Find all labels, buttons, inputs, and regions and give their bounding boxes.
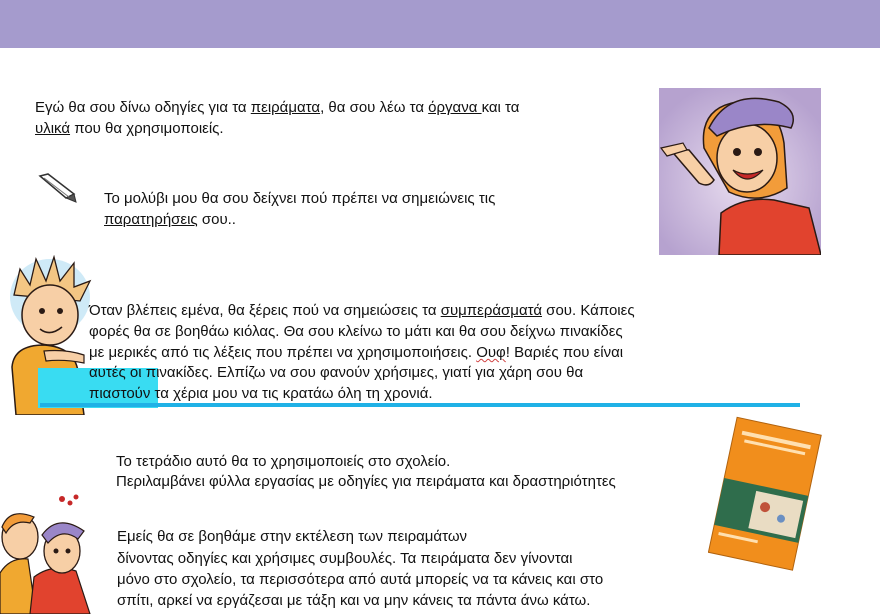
notebook-cover-image — [708, 415, 824, 572]
pencil-icon — [36, 172, 80, 204]
boy-note-line-1: Όταν βλέπεις εμένα, θα ξέρεις πού να σημειώσεις τα συμπεράσματά σου. Κάποιες — [89, 302, 635, 319]
pencil-note-line-2: παρατηρήσεις σου.. — [104, 211, 236, 228]
boy-note-line-5: πιαστούν τα χέρια μου να τις κρατάω όλη τη χρονιά. — [89, 385, 433, 402]
help-note-line-2: δίνοντας οδηγίες και χρήσιμες συμβουλές. Τα πειράματα δεν γίνονται — [117, 550, 573, 567]
help-note-line-1: Εμείς θα σε βοηθάμε στην εκτέλεση των πειραμάτων — [117, 528, 468, 545]
intro-line-1: Εγώ θα σου δίνω οδηγίες για τα πειράματα, θα σου λέω τα όργανα και τα — [35, 99, 520, 116]
help-note-line-4: σπίτι, αρκεί να εργάζεσαι με τάξη και να μην κάνεις τα πάντα άνω κάτω. — [117, 592, 591, 609]
girl-illustration — [659, 88, 821, 255]
boy-note-line-2: φορές θα σε βοηθάω κιόλας. Θα σου κλείνω το μάτι και θα σου δείχνω πινακίδες — [89, 323, 623, 340]
notebook-note-line-1: Το τετράδιο αυτό θα το χρησιμοποιείς στο σχολείο. — [116, 453, 451, 470]
children-illustration — [0, 493, 96, 614]
intro-line-2: υλικά που θα χρησιμοποιείς. — [35, 120, 224, 137]
boy-note-line-4: αυτές οι πινακίδες. Ελπίζω να σου φανούν χρήσιμες, γιατί για χάρη σου θα — [89, 364, 584, 381]
pencil-note-line-1: Το μολύβι μου θα σου δείχνει πού πρέπει να σημειώνεις τις — [104, 190, 496, 207]
notebook-note-line-2: Περιλαμβάνει φύλλα εργασίας με οδηγίες για πειράματα και δραστηριότητες — [116, 473, 616, 490]
help-note-line-3: μόνο στο σχολείο, τα περισσότερα από αυτά μπορείς να τα κάνεις και στο — [117, 571, 604, 588]
boy-note-line-3: με μερικές από τις λέξεις που πρέπει να χρησιμοποιήσεις. Ουφ! Βαριές που είναι — [89, 344, 624, 361]
header-bar — [0, 0, 880, 48]
